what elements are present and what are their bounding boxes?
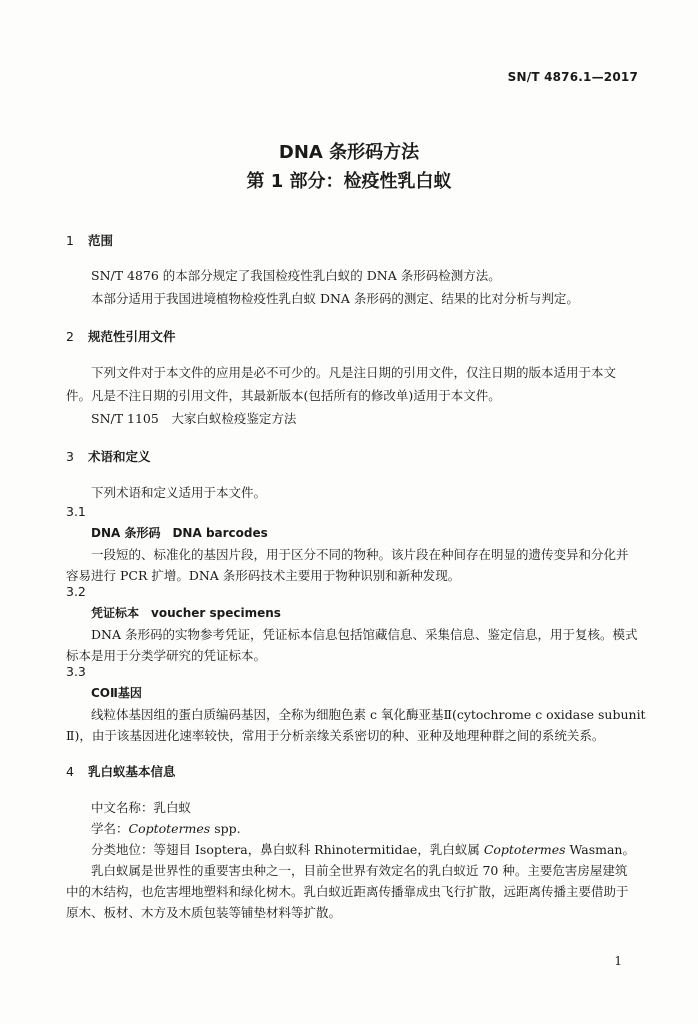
label: 分类地位：等翅目 Isoptera，鼻白蚁科 Rhinotermitidae，乳白蚁属 — [91, 842, 484, 857]
genus-name: Coptotermes — [128, 821, 211, 836]
term-title: COⅡ基因 — [91, 686, 142, 700]
paragraph-continuation: 件。凡是不注日期的引用文件，其最新版本(包括所有的修改单)适用于本文件。 — [66, 388, 501, 403]
document-title: DNA 条形码方法 — [278, 142, 420, 163]
term-number: 3.1 — [66, 504, 86, 519]
author: Wasman。 — [565, 842, 635, 857]
species-suffix: spp. — [210, 821, 241, 836]
section-number: 2 — [66, 329, 74, 344]
term-definition: 线粒体基因组的蛋白质编码基因，全称为细胞色素 c 氧化酶亚基Ⅱ(cytochrome c oxidase subunit — [91, 707, 646, 722]
term-title: DNA 条形码 DNA barcodes — [91, 526, 268, 540]
normative-reference: SN/T 1105 大家白蚁检疫鉴定方法 — [91, 411, 297, 426]
chinese-name: 中文名称：乳白蚁 — [91, 800, 192, 815]
paragraph-continuation: 中的木结构，也危害埋地塑料和绿化树木。乳白蚁近距离传播靠成虫飞行扩散，远距离传播主要借助于 — [66, 884, 629, 899]
term-definition: DNA 条形码的实物参考凭证，凭证标本信息包括馆藏信息、采集信息、鉴定信息，用于复核。模式 — [91, 627, 638, 642]
term-definition-continuation: 标本是用于分类学研究的凭证标本。 — [66, 648, 267, 663]
scientific-name — [91, 819, 241, 837]
section-1-heading — [66, 231, 113, 249]
section-number: 3 — [66, 449, 74, 464]
paragraph: 乳白蚁属是世界性的重要害虫种之一，目前全世界有效定名的乳白蚁近 70 种。主要危害房屋建筑 — [91, 863, 628, 878]
term-number: 3.3 — [66, 664, 86, 679]
term-definition-continuation: 容易进行 PCR 扩增。DNA 条形码技术主要用于物种识别和新种发现。 — [66, 568, 461, 583]
section-4-heading — [66, 762, 176, 780]
section-title: 术语和定义 — [88, 449, 151, 464]
section-number: 1 — [66, 233, 74, 248]
section-2-heading — [66, 327, 176, 345]
document-subtitle: 第 1 部分：检疫性乳白蚁 — [246, 171, 452, 192]
section-title: 范围 — [88, 233, 114, 248]
page-number: 1 — [614, 954, 622, 968]
term-number: 3.2 — [66, 584, 86, 599]
term-definition-continuation: Ⅱ)，由于该基因进化速率较快，常用于分析亲缘关系密切的种、亚种及地理种群之间的系统关系。 — [66, 728, 605, 743]
section-3-heading — [66, 447, 151, 465]
section-title: 规范性引用文件 — [88, 329, 176, 344]
genus-name: Coptotermes — [483, 842, 566, 857]
paragraph: 下列术语和定义适用于本文件。 — [91, 485, 267, 500]
section-title: 乳白蚁基本信息 — [88, 764, 176, 779]
term-title: 凭证标本 voucher specimens — [91, 606, 281, 620]
paragraph: 本部分适用于我国进境植物检疫性乳白蚁 DNA 条形码的测定、结果的比对分析与判定。 — [91, 291, 579, 306]
standard-code: SN/T 4876.1—2017 — [507, 70, 638, 84]
section-number: 4 — [66, 764, 74, 779]
paragraph: 下列文件对于本文件的应用是必不可少的。凡是注日期的引用文件，仅注日期的版本适用于本文 — [91, 365, 617, 380]
term-definition: 一段短的、标准化的基因片段，用于区分不同的物种。该片段在种间存在明显的遗传变异和分化并 — [91, 547, 629, 562]
paragraph: SN/T 4876 的本部分规定了我国检疫性乳白蚁的 DNA 条形码检测方法。 — [91, 268, 501, 283]
paragraph-continuation: 原木、板材、木方及木质包装等铺垫材料等扩散。 — [66, 905, 342, 920]
label: 学名： — [91, 821, 129, 836]
taxonomic-position — [91, 840, 635, 858]
